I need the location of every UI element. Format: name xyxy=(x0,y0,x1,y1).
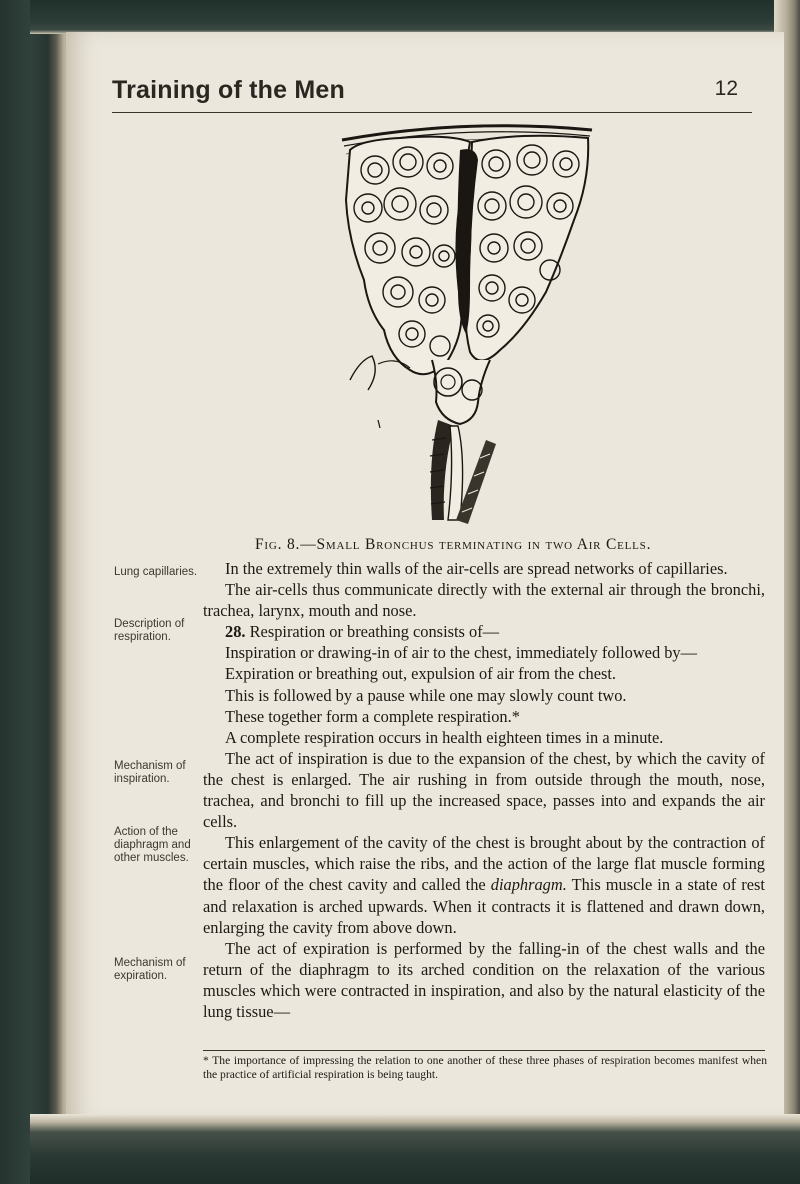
running-header-title: Training of the Men xyxy=(112,76,345,104)
paragraph-text: This muscle in a state of rest and relaxation is arched upwards. When it contracts it is flattened and drawn down, enlarging the cavity from above down. xyxy=(203,875,765,937)
margin-note-expiration: Mechanism of expiration. xyxy=(114,957,186,982)
margin-note-description: Description of respiration. xyxy=(114,618,185,643)
margin-note-inspiration: Mechanism of inspiration. xyxy=(114,760,186,785)
paragraph: This is followed by a pause while one may slowly count two. xyxy=(225,685,627,705)
footnote-rule xyxy=(203,1050,765,1051)
bronchus-illustration xyxy=(320,120,610,530)
paragraph: The act of expiration is performed by the falling-in of the chest walls and the return of the diaphragm to its arched condition on the relaxation of the various muscles which were contracted in inspiration, and also by the natural elasticity of the lung tissue— xyxy=(203,938,765,1021)
paragraph: In the extremely thin walls of the air-cells are spread networks of capillaries. xyxy=(225,559,728,578)
paragraph: The act of inspiration is due to the expansion of the chest, by which the cavity of the chest is enlarged. The air rushing in from outside through the mouth, nose, trachea, and bronchi to fill up the increased space, passes into and expands the air cells. xyxy=(203,748,765,832)
margin-note-diaphragm: Action of the diaphragm and other muscles. xyxy=(114,826,191,864)
paragraph: The air-cells thus communicate directly with the external air through the bronchi, trachea, larynx, mouth and nose. xyxy=(203,580,765,621)
paragraph-text: This enlargement of the cavity of the chest is brought about by the contraction of certain muscles, which raise the ribs, and the action of the large flat muscle forming the floor of the chest cavity and called the xyxy=(203,833,765,895)
footnote: * The importance of impressing the relation to one another of these three phases of respiration becomes manifest when the practice of artificial respiration is being taught. xyxy=(203,1054,767,1081)
body-text xyxy=(203,558,765,1022)
figure-caption: Fig. 8.—Small Bronchus terminating in two Air Cells. xyxy=(255,536,652,553)
paragraph: Expiration or breathing out, expulsion of air from the chest. xyxy=(225,664,616,684)
paragraph: A complete respiration occurs in health eighteen times in a minute. xyxy=(225,727,664,747)
paragraph-number: 28. xyxy=(225,622,246,642)
paragraph: These together form a complete respiration.* xyxy=(225,706,520,726)
paragraph xyxy=(203,621,765,642)
page-number: 12 xyxy=(714,77,738,100)
emphasized-term: diaphragm. xyxy=(490,875,567,895)
margin-note-lung-capillaries: Lung capillaries. xyxy=(114,566,198,578)
paragraph: Inspiration or drawing-in of air to the chest, immediately followed by— xyxy=(225,643,698,663)
paragraph-text: Respiration or breathing consists of— xyxy=(249,622,500,642)
cover-top-edge xyxy=(30,0,800,34)
cover-bottom-edge xyxy=(30,1114,800,1184)
header-rule xyxy=(112,112,752,113)
paragraph xyxy=(203,832,765,937)
